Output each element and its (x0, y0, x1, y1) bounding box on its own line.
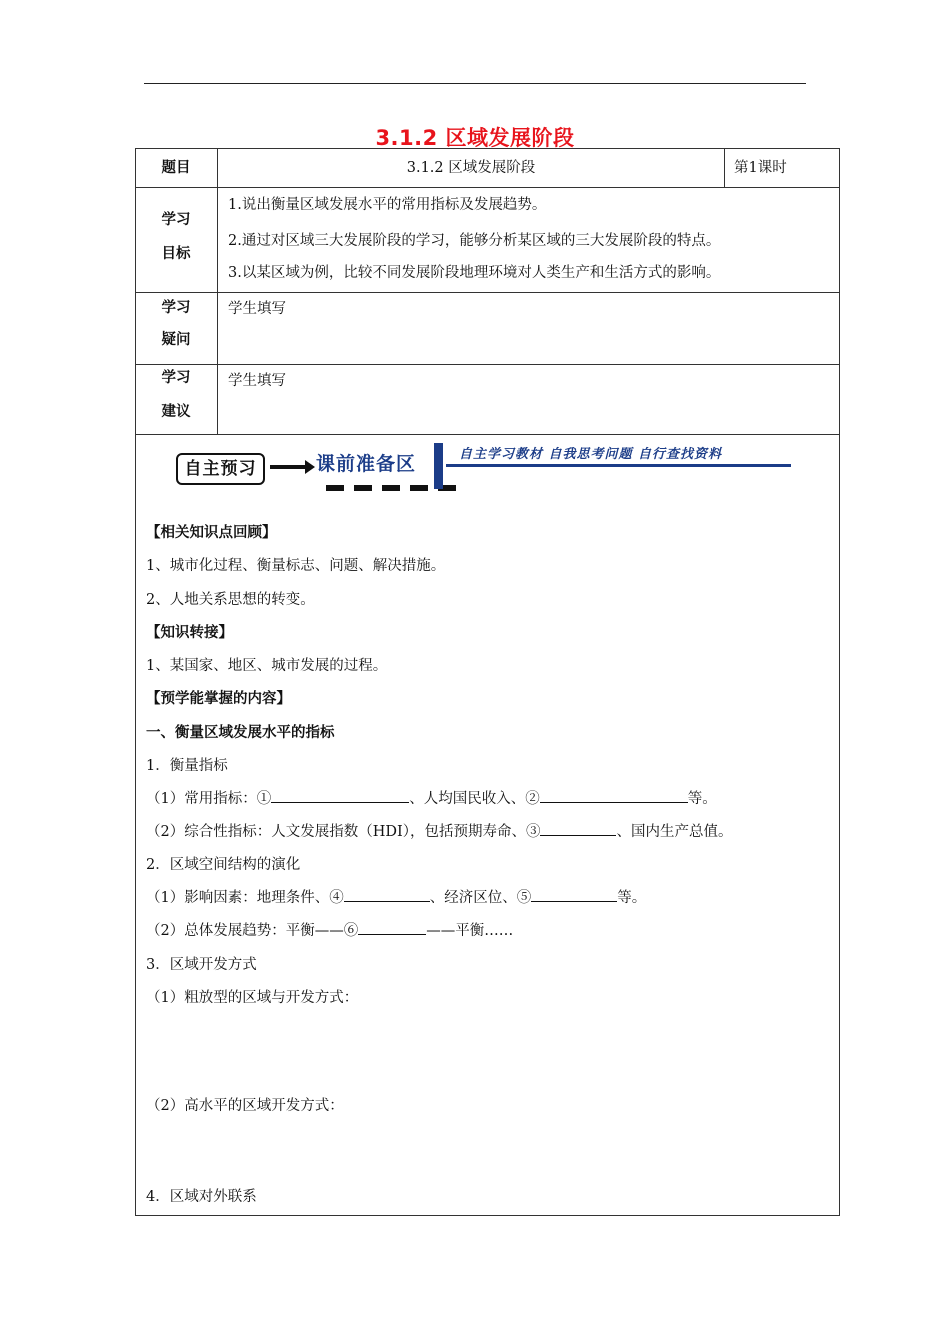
goals-label-1: 学习 (161, 212, 191, 228)
preview-banner (176, 439, 786, 499)
subsection-title: 1．衡量指标 (146, 758, 228, 774)
fill-in-line (146, 919, 513, 940)
fill-in-line (146, 886, 646, 907)
prep-area-title: 课前准备区 (316, 453, 417, 475)
line-text: （1）常用指标：① (146, 791, 272, 807)
open-question: （2）高水平的区域开发方式： (146, 1098, 344, 1114)
line-text: 、经济区位、⑤ (429, 890, 532, 906)
banner-divider (434, 443, 443, 489)
row-divider (136, 364, 839, 365)
questions-label-2: 疑问 (161, 332, 191, 348)
line-text: 、人均国民收入、② (409, 791, 540, 807)
line-text: 等。 (617, 890, 647, 906)
answer-blank-6[interactable] (358, 920, 426, 935)
subsection-title: 3．区域开发方式 (146, 957, 257, 973)
line-text: （1）影响因素：地理条件、④ (146, 890, 344, 906)
banner-tagline: 自主学习教材 自我思考问题 自行查找资料 (459, 447, 723, 462)
self-study-stamp: 自主预习 (176, 453, 265, 485)
fill-in-line (146, 820, 732, 841)
suggestions-label-2: 建议 (161, 404, 191, 420)
preview-heading: 【预学能掌握的内容】 (146, 691, 291, 707)
section-heading: 一、衡量区域发展水平的指标 (146, 725, 335, 741)
row-divider (136, 434, 839, 435)
header-rule (144, 83, 806, 84)
line-text: ——平衡…… (426, 923, 514, 939)
period-value: 第1课时 (734, 160, 787, 176)
goal-item: 1.说出衡量区域发展水平的常用指标及发展趋势。 (228, 197, 547, 213)
review-heading: 【相关知识点回顾】 (146, 525, 277, 541)
answer-blank-2[interactable] (540, 788, 688, 803)
document-title: 3.1.2 区域发展阶段 (375, 126, 575, 150)
goals-label-2: 目标 (161, 246, 191, 262)
line-text: 、国内生产总值。 (616, 824, 733, 840)
column-divider (724, 149, 725, 187)
goal-item: 3.以某区域为例，比较不同发展阶段地理环境对人类生产和生活方式的影响。 (228, 265, 721, 281)
suggestions-value: 学生填写 (228, 373, 286, 389)
review-item: 1、城市化过程、衡量标志、问题、解决措施。 (146, 558, 446, 574)
tagline-rule (446, 464, 791, 467)
row-divider (136, 187, 839, 188)
transfer-heading: 【知识转接】 (146, 625, 233, 641)
questions-label-1: 学习 (161, 300, 191, 316)
row-divider (136, 292, 839, 293)
goal-item: 2.通过对区域三大发展阶段的学习，能够分析某区域的三大发展阶段的特点。 (228, 233, 721, 249)
answer-blank-1[interactable] (271, 788, 409, 803)
answer-blank-3[interactable] (540, 821, 616, 836)
topic-label: 题目 (161, 160, 191, 176)
fill-in-line (146, 787, 717, 808)
subsection-title: 4．区域对外联系 (146, 1189, 257, 1205)
questions-value: 学生填写 (228, 301, 286, 317)
review-item: 2、人地关系思想的转变。 (146, 592, 315, 608)
topic-value: 3.1.2 区域发展阶段 (406, 160, 536, 176)
lesson-table (135, 148, 840, 1216)
line-text: 等。 (687, 791, 717, 807)
line-text: （2）综合性指标：人文发展指数（HDI），包括预期寿命、③ (146, 824, 541, 840)
answer-blank-5[interactable] (531, 887, 617, 902)
answer-blank-4[interactable] (344, 887, 430, 902)
suggestions-label-1: 学习 (161, 370, 191, 386)
line-text: （2）总体发展趋势：平衡——⑥ (146, 923, 359, 939)
arrow-right-icon (270, 465, 306, 469)
open-question: （1）粗放型的区域与开发方式： (146, 990, 359, 1006)
transfer-item: 1、某国家、地区、城市发展的过程。 (146, 658, 388, 674)
subsection-title: 2．区域空间结构的演化 (146, 857, 301, 873)
dash-decoration (326, 485, 466, 491)
column-divider (217, 149, 218, 434)
